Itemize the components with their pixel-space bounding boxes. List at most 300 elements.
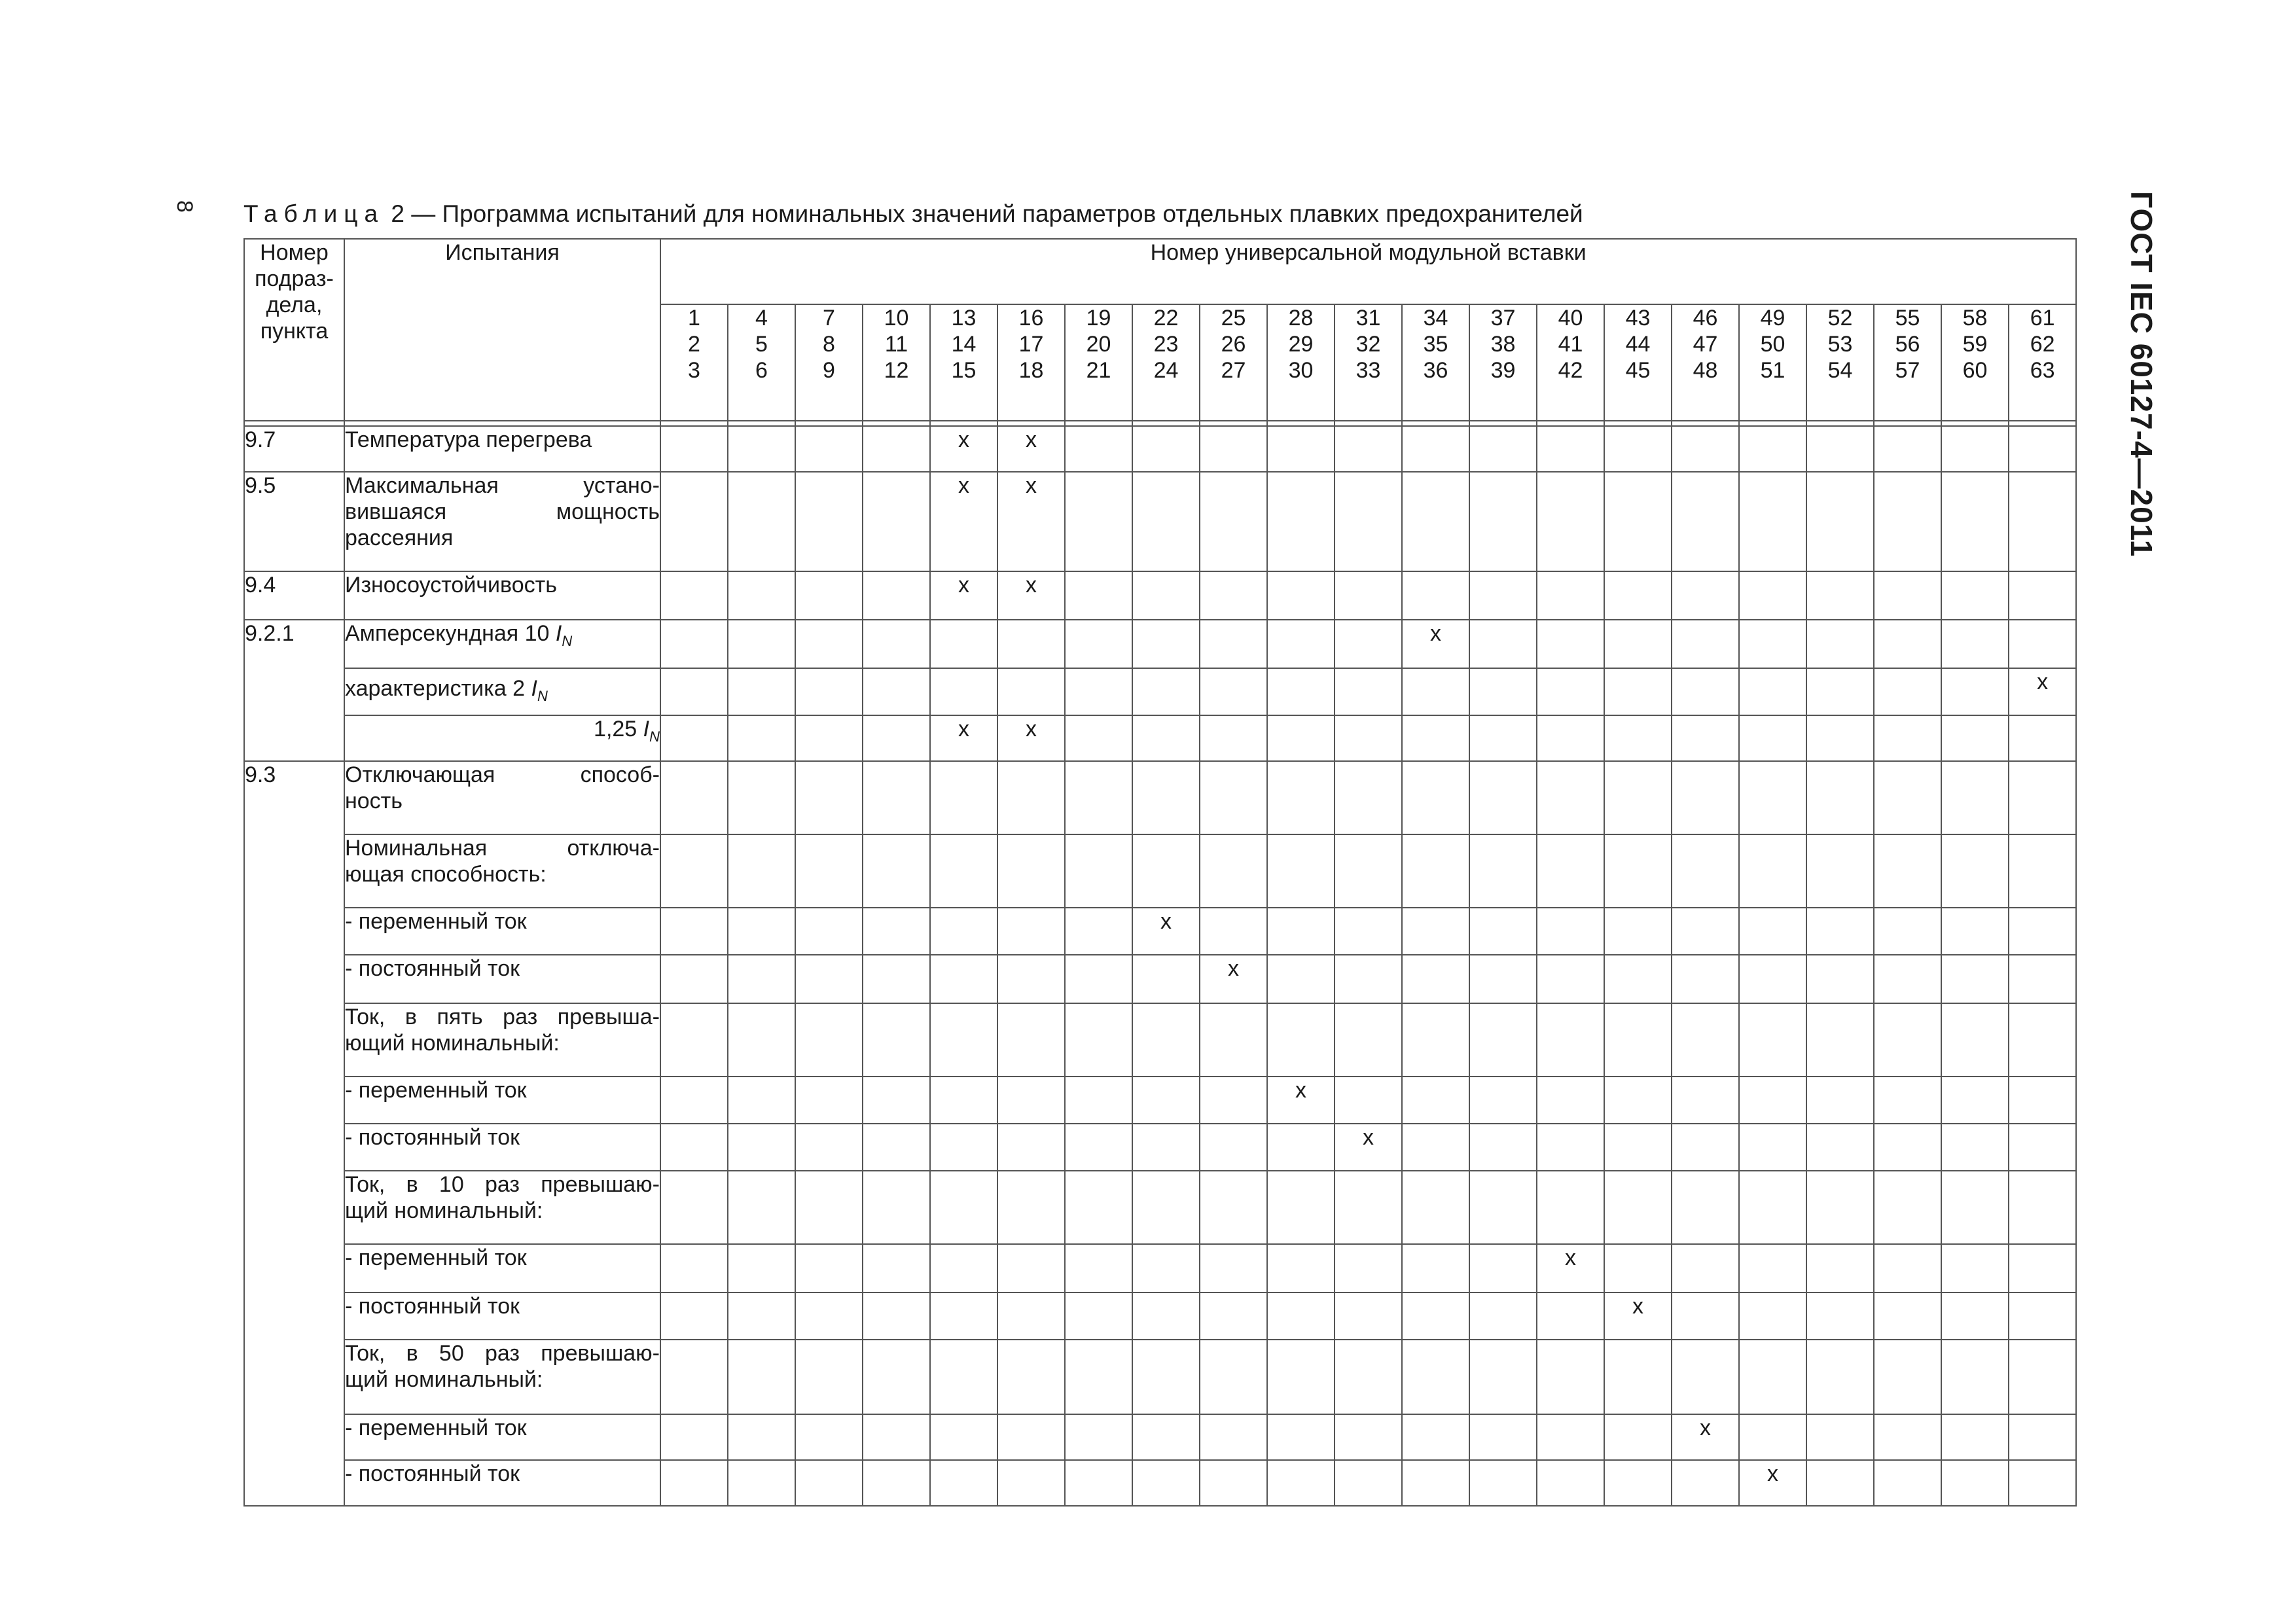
insert-cell bbox=[1267, 1340, 1335, 1414]
header-tests: Испытания bbox=[344, 239, 660, 421]
insert-cell bbox=[1200, 1414, 1267, 1460]
insert-cell bbox=[1806, 472, 1874, 571]
insert-cell bbox=[1941, 1244, 2009, 1293]
insert-cell bbox=[1402, 1244, 1469, 1293]
insert-cell bbox=[1739, 571, 1806, 620]
insert-cell bbox=[1335, 571, 1402, 620]
insert-cell bbox=[1739, 1293, 1806, 1340]
insert-cell bbox=[1941, 834, 2009, 908]
insert-cell bbox=[1132, 1340, 1200, 1414]
insert-cell bbox=[1132, 1414, 1200, 1460]
insert-cell bbox=[997, 908, 1065, 955]
insert-cell bbox=[863, 571, 930, 620]
table-row bbox=[244, 472, 2076, 571]
test-name: характеристика 2 $I_N$ bbox=[344, 668, 660, 715]
insert-cell bbox=[1335, 715, 1402, 761]
insert-cell bbox=[2009, 1244, 2076, 1293]
insert-cell bbox=[997, 1171, 1065, 1244]
insert-cell bbox=[1469, 1293, 1537, 1340]
header-insert-column: 22 23 24 bbox=[1132, 304, 1200, 421]
insert-cell bbox=[1874, 1244, 1941, 1293]
insert-cell bbox=[795, 715, 863, 761]
insert-cell bbox=[1739, 761, 1806, 834]
insert-cell bbox=[728, 1460, 795, 1506]
insert-cell bbox=[1806, 834, 1874, 908]
insert-cell bbox=[1941, 1460, 2009, 1506]
test-name: - постоянный ток bbox=[344, 1460, 660, 1506]
test-name: - переменный ток bbox=[344, 1244, 660, 1293]
insert-cell bbox=[1200, 1171, 1267, 1244]
insert-cell bbox=[1402, 1003, 1469, 1077]
insert-cell bbox=[1604, 761, 1672, 834]
table-row bbox=[244, 1171, 2076, 1244]
insert-cell bbox=[1469, 908, 1537, 955]
insert-cell bbox=[728, 426, 795, 472]
insert-cell bbox=[1132, 1077, 1200, 1124]
insert-cell bbox=[1335, 426, 1402, 472]
insert-cell bbox=[1537, 1293, 1604, 1340]
insert-cell bbox=[1065, 955, 1132, 1003]
insert-cell bbox=[1874, 1124, 1941, 1171]
insert-cell bbox=[1941, 571, 2009, 620]
insert-cell bbox=[1739, 668, 1806, 715]
insert-cell bbox=[1672, 761, 1739, 834]
insert-cell bbox=[1065, 1244, 1132, 1293]
insert-cell bbox=[1874, 1077, 1941, 1124]
test-mark: x bbox=[1537, 1244, 1604, 1293]
insert-cell bbox=[1537, 668, 1604, 715]
insert-cell bbox=[1604, 1414, 1672, 1460]
insert-cell bbox=[728, 668, 795, 715]
insert-cell bbox=[1267, 834, 1335, 908]
insert-cell bbox=[1672, 571, 1739, 620]
header-insert-column: 55 56 57 bbox=[1874, 304, 1941, 421]
insert-cell bbox=[1537, 472, 1604, 571]
insert-cell bbox=[1806, 1171, 1874, 1244]
insert-cell bbox=[1065, 1414, 1132, 1460]
test-name: Ток, в 10 раз превышаю- щий номинальный: bbox=[344, 1171, 660, 1244]
insert-cell bbox=[660, 426, 728, 472]
insert-cell bbox=[1739, 908, 1806, 955]
insert-cell bbox=[1267, 1414, 1335, 1460]
insert-cell bbox=[2009, 1340, 2076, 1414]
insert-cell bbox=[863, 1460, 930, 1506]
insert-cell bbox=[1335, 472, 1402, 571]
insert-cell bbox=[1200, 1003, 1267, 1077]
test-mark: x bbox=[997, 426, 1065, 472]
insert-cell bbox=[863, 908, 930, 955]
insert-cell bbox=[1604, 1460, 1672, 1506]
insert-cell bbox=[1200, 426, 1267, 472]
insert-cell bbox=[1874, 1414, 1941, 1460]
insert-cell bbox=[1132, 955, 1200, 1003]
insert-cell bbox=[930, 668, 997, 715]
insert-cell bbox=[997, 1460, 1065, 1506]
insert-cell bbox=[1806, 1460, 1874, 1506]
test-name: - постоянный ток bbox=[344, 1124, 660, 1171]
insert-cell bbox=[1604, 620, 1672, 668]
insert-cell bbox=[1335, 620, 1402, 668]
insert-cell bbox=[1739, 1077, 1806, 1124]
insert-cell bbox=[795, 1171, 863, 1244]
insert-cell bbox=[660, 908, 728, 955]
insert-cell bbox=[1941, 1124, 2009, 1171]
insert-cell bbox=[1402, 908, 1469, 955]
insert-cell bbox=[1941, 1003, 2009, 1077]
insert-cell bbox=[1335, 908, 1402, 955]
insert-cell bbox=[1672, 1244, 1739, 1293]
header-insert-column: 43 44 45 bbox=[1604, 304, 1672, 421]
insert-cell bbox=[2009, 761, 2076, 834]
insert-cell bbox=[1132, 1460, 1200, 1506]
insert-cell bbox=[1874, 955, 1941, 1003]
insert-cell bbox=[1469, 668, 1537, 715]
insert-cell bbox=[1739, 620, 1806, 668]
insert-cell bbox=[1941, 620, 2009, 668]
table-row bbox=[244, 1414, 2076, 1460]
header-insert-column: 40 41 42 bbox=[1537, 304, 1604, 421]
insert-cell bbox=[863, 1340, 930, 1414]
insert-cell bbox=[1941, 426, 2009, 472]
insert-cell bbox=[1132, 426, 1200, 472]
insert-cell bbox=[1537, 955, 1604, 1003]
insert-cell bbox=[1065, 715, 1132, 761]
insert-cell bbox=[930, 1340, 997, 1414]
insert-cell bbox=[1335, 1244, 1402, 1293]
insert-cell bbox=[1537, 1124, 1604, 1171]
insert-cell bbox=[1267, 1293, 1335, 1340]
insert-cell bbox=[2009, 955, 2076, 1003]
header-insert-column: 13 14 15 bbox=[930, 304, 997, 421]
insert-cell bbox=[795, 668, 863, 715]
insert-cell bbox=[2009, 1414, 2076, 1460]
insert-cell bbox=[1065, 1124, 1132, 1171]
insert-cell bbox=[1672, 1003, 1739, 1077]
insert-cell bbox=[1402, 571, 1469, 620]
insert-cell bbox=[1672, 620, 1739, 668]
insert-cell bbox=[1604, 1077, 1672, 1124]
test-mark: x bbox=[930, 715, 997, 761]
header-insert-column: 16 17 18 bbox=[997, 304, 1065, 421]
test-mark: x bbox=[1739, 1460, 1806, 1506]
insert-cell bbox=[1469, 1340, 1537, 1414]
insert-cell bbox=[795, 571, 863, 620]
insert-cell bbox=[660, 1340, 728, 1414]
insert-cell bbox=[1739, 1414, 1806, 1460]
test-name: - переменный ток bbox=[344, 1414, 660, 1460]
insert-cell bbox=[1537, 426, 1604, 472]
insert-cell bbox=[1402, 426, 1469, 472]
header-section-number: Номер подраз- дела, пункта bbox=[244, 239, 344, 421]
insert-cell bbox=[795, 620, 863, 668]
insert-cell bbox=[1537, 1077, 1604, 1124]
insert-cell bbox=[728, 908, 795, 955]
insert-cell bbox=[1065, 1077, 1132, 1124]
insert-cell bbox=[930, 1244, 997, 1293]
insert-cell bbox=[930, 834, 997, 908]
insert-cell bbox=[1065, 1003, 1132, 1077]
insert-cell bbox=[1200, 1124, 1267, 1171]
insert-cell bbox=[1941, 761, 2009, 834]
insert-cell bbox=[1335, 1293, 1402, 1340]
table-row bbox=[244, 1340, 2076, 1414]
insert-cell bbox=[930, 1124, 997, 1171]
insert-cell bbox=[1402, 955, 1469, 1003]
insert-cell bbox=[1806, 1077, 1874, 1124]
insert-cell bbox=[795, 472, 863, 571]
insert-cell bbox=[1132, 472, 1200, 571]
insert-cell bbox=[1335, 668, 1402, 715]
caption-number: 2 bbox=[384, 200, 404, 227]
table-row bbox=[244, 1244, 2076, 1293]
insert-cell bbox=[2009, 620, 2076, 668]
insert-cell bbox=[1065, 1340, 1132, 1414]
insert-cell bbox=[863, 955, 930, 1003]
table-row bbox=[244, 715, 2076, 761]
insert-cell bbox=[1132, 1171, 1200, 1244]
insert-cell bbox=[795, 1124, 863, 1171]
insert-cell bbox=[728, 1244, 795, 1293]
insert-cell bbox=[1672, 715, 1739, 761]
header-insert-column: 52 53 54 bbox=[1806, 304, 1874, 421]
insert-cell bbox=[1402, 1293, 1469, 1340]
insert-cell bbox=[1065, 761, 1132, 834]
table-caption bbox=[243, 200, 1583, 228]
insert-cell bbox=[1672, 1340, 1739, 1414]
insert-cell bbox=[1065, 1293, 1132, 1340]
insert-cell bbox=[1739, 426, 1806, 472]
insert-cell bbox=[660, 620, 728, 668]
insert-cell bbox=[1267, 908, 1335, 955]
caption-label: Таблица bbox=[243, 200, 385, 227]
insert-cell bbox=[1469, 1244, 1537, 1293]
insert-cell bbox=[660, 834, 728, 908]
insert-cell bbox=[1267, 1003, 1335, 1077]
test-name: - постоянный ток bbox=[344, 955, 660, 1003]
insert-cell bbox=[1806, 668, 1874, 715]
insert-cell bbox=[1672, 834, 1739, 908]
insert-cell bbox=[728, 1340, 795, 1414]
insert-cell bbox=[1874, 620, 1941, 668]
insert-cell bbox=[1267, 1124, 1335, 1171]
insert-cell bbox=[1132, 1003, 1200, 1077]
insert-cell bbox=[1335, 1340, 1402, 1414]
insert-cell bbox=[1672, 668, 1739, 715]
insert-cell bbox=[1604, 834, 1672, 908]
insert-cell bbox=[1806, 426, 1874, 472]
insert-cell bbox=[1941, 908, 2009, 955]
caption-title: — Программа испытаний для номинальных значений параметров отдельных плавких предохранителей bbox=[404, 200, 1583, 227]
insert-cell bbox=[1874, 1003, 1941, 1077]
insert-cell bbox=[2009, 1460, 2076, 1506]
document-code: ГОСТ IEC 60127-4—2011 bbox=[2125, 191, 2159, 558]
insert-cell bbox=[1335, 1003, 1402, 1077]
insert-cell bbox=[1874, 1460, 1941, 1506]
insert-cell bbox=[660, 668, 728, 715]
insert-cell bbox=[863, 761, 930, 834]
insert-cell bbox=[1739, 472, 1806, 571]
test-name: Температура перегрева bbox=[344, 426, 660, 472]
insert-cell bbox=[1267, 571, 1335, 620]
insert-cell bbox=[1604, 426, 1672, 472]
insert-cell bbox=[1941, 668, 2009, 715]
header-insert-column: 31 32 33 bbox=[1335, 304, 1402, 421]
insert-cell bbox=[728, 1077, 795, 1124]
insert-cell bbox=[1874, 1340, 1941, 1414]
insert-cell bbox=[1065, 426, 1132, 472]
insert-cell bbox=[728, 1124, 795, 1171]
insert-cell bbox=[1604, 1244, 1672, 1293]
insert-cell bbox=[1335, 834, 1402, 908]
insert-cell bbox=[660, 1244, 728, 1293]
test-mark: x bbox=[1604, 1293, 1672, 1340]
insert-cell bbox=[1200, 834, 1267, 908]
test-mark: x bbox=[997, 472, 1065, 571]
insert-cell bbox=[997, 620, 1065, 668]
test-name: Ток, в 50 раз превышаю- щий номинальный: bbox=[344, 1340, 660, 1414]
insert-cell bbox=[997, 1340, 1065, 1414]
insert-cell bbox=[1132, 834, 1200, 908]
insert-cell bbox=[1267, 1171, 1335, 1244]
header-insert-column: 37 38 39 bbox=[1469, 304, 1537, 421]
insert-cell bbox=[2009, 472, 2076, 571]
insert-cell bbox=[863, 426, 930, 472]
header-insert-column: 25 26 27 bbox=[1200, 304, 1267, 421]
insert-cell bbox=[728, 1414, 795, 1460]
insert-cell bbox=[1065, 620, 1132, 668]
insert-cell bbox=[1132, 761, 1200, 834]
header-insert-column: 61 62 63 bbox=[2009, 304, 2076, 421]
insert-cell bbox=[863, 1244, 930, 1293]
insert-cell bbox=[795, 1003, 863, 1077]
insert-cell bbox=[1335, 1460, 1402, 1506]
insert-cell bbox=[728, 955, 795, 1003]
insert-cell bbox=[1739, 1171, 1806, 1244]
insert-cell bbox=[1132, 571, 1200, 620]
insert-cell bbox=[1200, 761, 1267, 834]
test-name: Максимальная устано- вившаяся мощность рассеяния bbox=[344, 472, 660, 571]
test-mark: x bbox=[1267, 1077, 1335, 1124]
insert-cell bbox=[1604, 571, 1672, 620]
test-mark: x bbox=[997, 571, 1065, 620]
insert-cell bbox=[1537, 1171, 1604, 1244]
insert-cell bbox=[997, 1003, 1065, 1077]
insert-cell bbox=[660, 715, 728, 761]
insert-cell bbox=[1267, 472, 1335, 571]
insert-cell bbox=[1739, 1003, 1806, 1077]
insert-cell bbox=[795, 1460, 863, 1506]
insert-cell bbox=[728, 1171, 795, 1244]
insert-cell bbox=[1806, 715, 1874, 761]
insert-cell bbox=[930, 1171, 997, 1244]
insert-cell bbox=[1874, 834, 1941, 908]
insert-cell bbox=[1941, 1414, 2009, 1460]
insert-cell bbox=[1672, 908, 1739, 955]
insert-cell bbox=[1402, 472, 1469, 571]
insert-cell bbox=[1200, 571, 1267, 620]
insert-cell bbox=[1806, 761, 1874, 834]
table-row bbox=[244, 1124, 2076, 1171]
insert-cell bbox=[728, 472, 795, 571]
test-program-table bbox=[243, 238, 2077, 1507]
insert-cell bbox=[997, 955, 1065, 1003]
insert-cell bbox=[1200, 1077, 1267, 1124]
insert-cell bbox=[1941, 1340, 2009, 1414]
insert-cell bbox=[1335, 761, 1402, 834]
insert-cell bbox=[1874, 908, 1941, 955]
insert-cell bbox=[1604, 908, 1672, 955]
insert-cell bbox=[1065, 472, 1132, 571]
insert-cell bbox=[1200, 1340, 1267, 1414]
insert-cell bbox=[1132, 715, 1200, 761]
insert-cell bbox=[1469, 715, 1537, 761]
insert-cell bbox=[1335, 1171, 1402, 1244]
insert-cell bbox=[660, 472, 728, 571]
table-row bbox=[244, 761, 2076, 834]
insert-cell bbox=[1739, 1340, 1806, 1414]
insert-cell bbox=[2009, 1124, 2076, 1171]
insert-cell bbox=[1402, 1460, 1469, 1506]
section-number: 9.5 bbox=[244, 472, 344, 571]
insert-cell bbox=[1739, 834, 1806, 908]
section-number: 9.4 bbox=[244, 571, 344, 620]
insert-cell bbox=[930, 1293, 997, 1340]
insert-cell bbox=[1604, 715, 1672, 761]
insert-cell bbox=[2009, 1171, 2076, 1244]
insert-cell bbox=[795, 426, 863, 472]
insert-cell bbox=[728, 1003, 795, 1077]
header-separator bbox=[244, 421, 2076, 426]
test-name: Отключающая способ- ность bbox=[344, 761, 660, 834]
insert-cell bbox=[1604, 1124, 1672, 1171]
insert-cell bbox=[1537, 1460, 1604, 1506]
insert-cell bbox=[930, 761, 997, 834]
table-row bbox=[244, 571, 2076, 620]
insert-cell bbox=[1200, 908, 1267, 955]
insert-cell bbox=[863, 472, 930, 571]
insert-cell bbox=[1335, 1077, 1402, 1124]
insert-cell bbox=[863, 834, 930, 908]
insert-cell bbox=[1469, 955, 1537, 1003]
insert-cell bbox=[1806, 1244, 1874, 1293]
page-number: 8 bbox=[171, 200, 197, 213]
insert-cell bbox=[1402, 761, 1469, 834]
insert-cell bbox=[1267, 1460, 1335, 1506]
insert-cell bbox=[728, 571, 795, 620]
insert-cell bbox=[863, 715, 930, 761]
insert-cell bbox=[660, 1003, 728, 1077]
insert-cell bbox=[1941, 1171, 2009, 1244]
insert-cell bbox=[1806, 571, 1874, 620]
header-insert-column: 10 11 12 bbox=[863, 304, 930, 421]
insert-cell bbox=[1402, 1414, 1469, 1460]
insert-cell bbox=[1335, 1414, 1402, 1460]
insert-cell bbox=[1469, 1171, 1537, 1244]
section-number: 9.2.1 bbox=[244, 620, 344, 761]
test-name: Амперсекундная 10 $I_N$ bbox=[344, 620, 660, 668]
insert-cell bbox=[1402, 1340, 1469, 1414]
insert-cell bbox=[2009, 426, 2076, 472]
insert-cell bbox=[1604, 472, 1672, 571]
insert-cell bbox=[660, 1293, 728, 1340]
insert-cell bbox=[1469, 834, 1537, 908]
insert-cell bbox=[660, 955, 728, 1003]
insert-cell bbox=[1132, 1293, 1200, 1340]
insert-cell bbox=[1604, 1340, 1672, 1414]
insert-cell bbox=[1874, 472, 1941, 571]
table-row bbox=[244, 426, 2076, 472]
insert-cell bbox=[1941, 1077, 2009, 1124]
